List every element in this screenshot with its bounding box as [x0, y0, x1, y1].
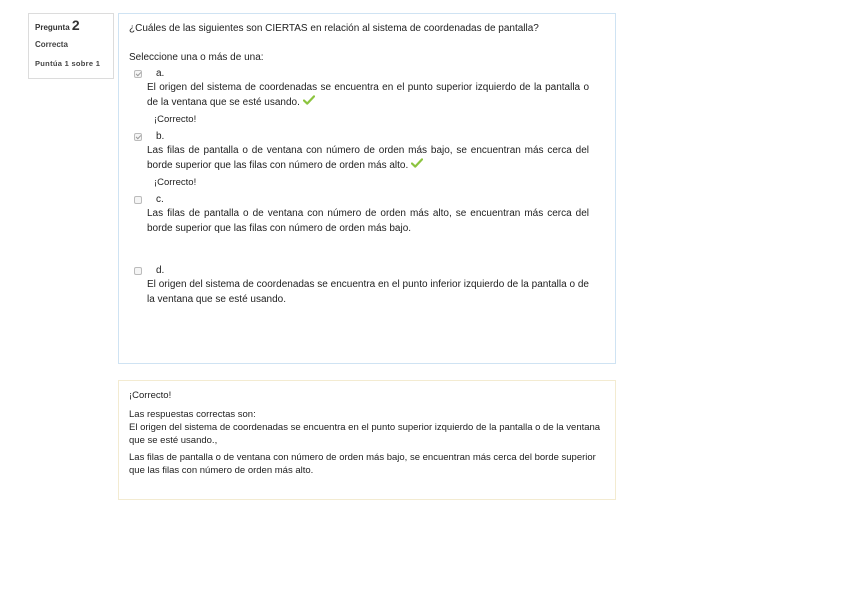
- check-icon: [411, 158, 423, 173]
- option-c-letter: c.: [156, 194, 164, 206]
- option-a-text: [147, 80, 589, 110]
- question-label: Pregunta: [35, 23, 70, 32]
- option-a-letter: a.: [156, 68, 165, 79]
- question-state: Correcta: [35, 40, 68, 49]
- option-d-letter: d.: [156, 265, 165, 277]
- question-number-value: 2: [71, 17, 80, 33]
- option-b-text: [147, 143, 589, 173]
- option-a-checkbox[interactable]: [134, 70, 142, 78]
- option-b: [129, 130, 605, 188]
- right-answer-intro: Las respuestas correctas son:: [129, 409, 256, 420]
- general-feedback: ¡Correcto!: [129, 390, 172, 401]
- option-b-feedback: ¡Correcto!: [154, 177, 197, 189]
- option-c: [129, 193, 605, 236]
- option-c-checkbox[interactable]: [134, 196, 142, 204]
- option-d-text: El origen del sistema de coordenadas se encuentra en el punto inferior izquierdo de la pantalla o de la ventana que se esté usando.: [147, 279, 589, 306]
- option-d-checkbox[interactable]: [134, 267, 142, 275]
- option-c-text: Las filas de pantalla o de ventana con número de orden más alto, se encuentran más cerca del borde superior que las filas con número de orden más bajo.: [147, 208, 589, 235]
- question-number: [35, 18, 107, 35]
- option-b-label: Las filas de pantalla o de ventana con número de orden más bajo, se encuentran más cerca del borde superior que las filas con número de orden más alto.: [147, 145, 589, 172]
- question-grade: Puntúa 1 sobre 1: [35, 59, 101, 68]
- option-d: [129, 264, 605, 307]
- right-answer-1: El origen del sistema de coordenadas se encuentra en el punto superior izquierdo de la pantalla o de la ventana que se esté usando.,: [129, 422, 601, 446]
- question-outcome: [118, 380, 616, 500]
- option-b-checkbox[interactable]: [134, 133, 142, 141]
- question-prompt: Seleccione una o más de una:: [129, 52, 264, 63]
- right-answer-2: Las filas de pantalla o de ventana con número de orden más bajo, se encuentran más cerca del borde superior que las filas con número de orden más alto.: [129, 452, 596, 476]
- option-b-letter: b.: [156, 131, 165, 143]
- question-info-panel: [28, 13, 114, 79]
- question-text: ¿Cuáles de las siguientes son CIERTAS en relación al sistema de coordenadas de pantalla?: [129, 23, 539, 34]
- question-formulation: [118, 13, 616, 364]
- option-a-label: El origen del sistema de coordenadas se encuentra en el punto superior izquierdo de la pantalla o de la ventana que se esté usando.: [147, 82, 589, 109]
- option-a: [129, 67, 605, 125]
- check-icon: [303, 95, 315, 110]
- option-a-feedback: ¡Correcto!: [154, 114, 197, 126]
